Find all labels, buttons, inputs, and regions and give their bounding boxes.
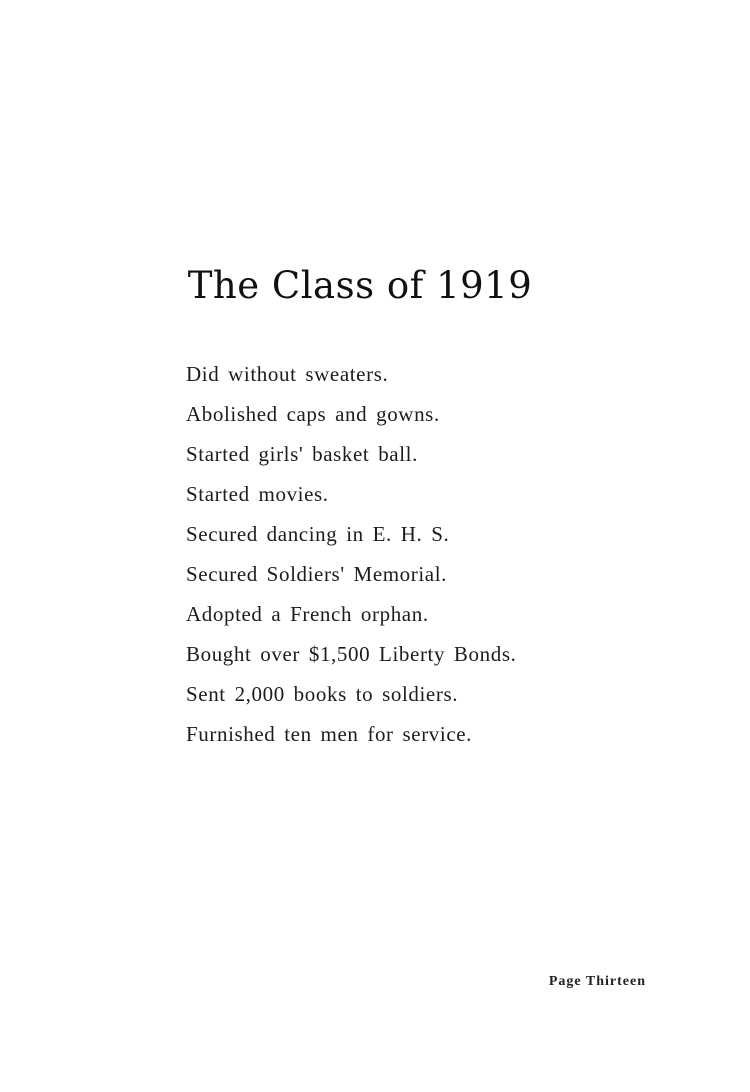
list-item: Sent 2,000 books to soldiers. bbox=[186, 682, 459, 706]
list-item: Adopted a French orphan. bbox=[186, 602, 429, 626]
list-item: Secured Soldiers' Memorial. bbox=[186, 562, 448, 586]
list-item: Started movies. bbox=[186, 482, 329, 506]
list-item: Started girls' basket ball. bbox=[186, 442, 418, 466]
list-item: Bought over $1,500 Liberty Bonds. bbox=[186, 642, 517, 666]
accomplishments-list bbox=[186, 354, 516, 754]
list-item: Abolished caps and gowns. bbox=[186, 402, 440, 426]
list-item: Furnished ten men for service. bbox=[186, 722, 473, 746]
list-item: Did without sweaters. bbox=[186, 362, 389, 386]
page-number: Page Thirteen bbox=[548, 974, 646, 989]
page-title: The Class of 1919 bbox=[187, 264, 533, 307]
list-item: Secured dancing in E. H. S. bbox=[186, 522, 450, 546]
